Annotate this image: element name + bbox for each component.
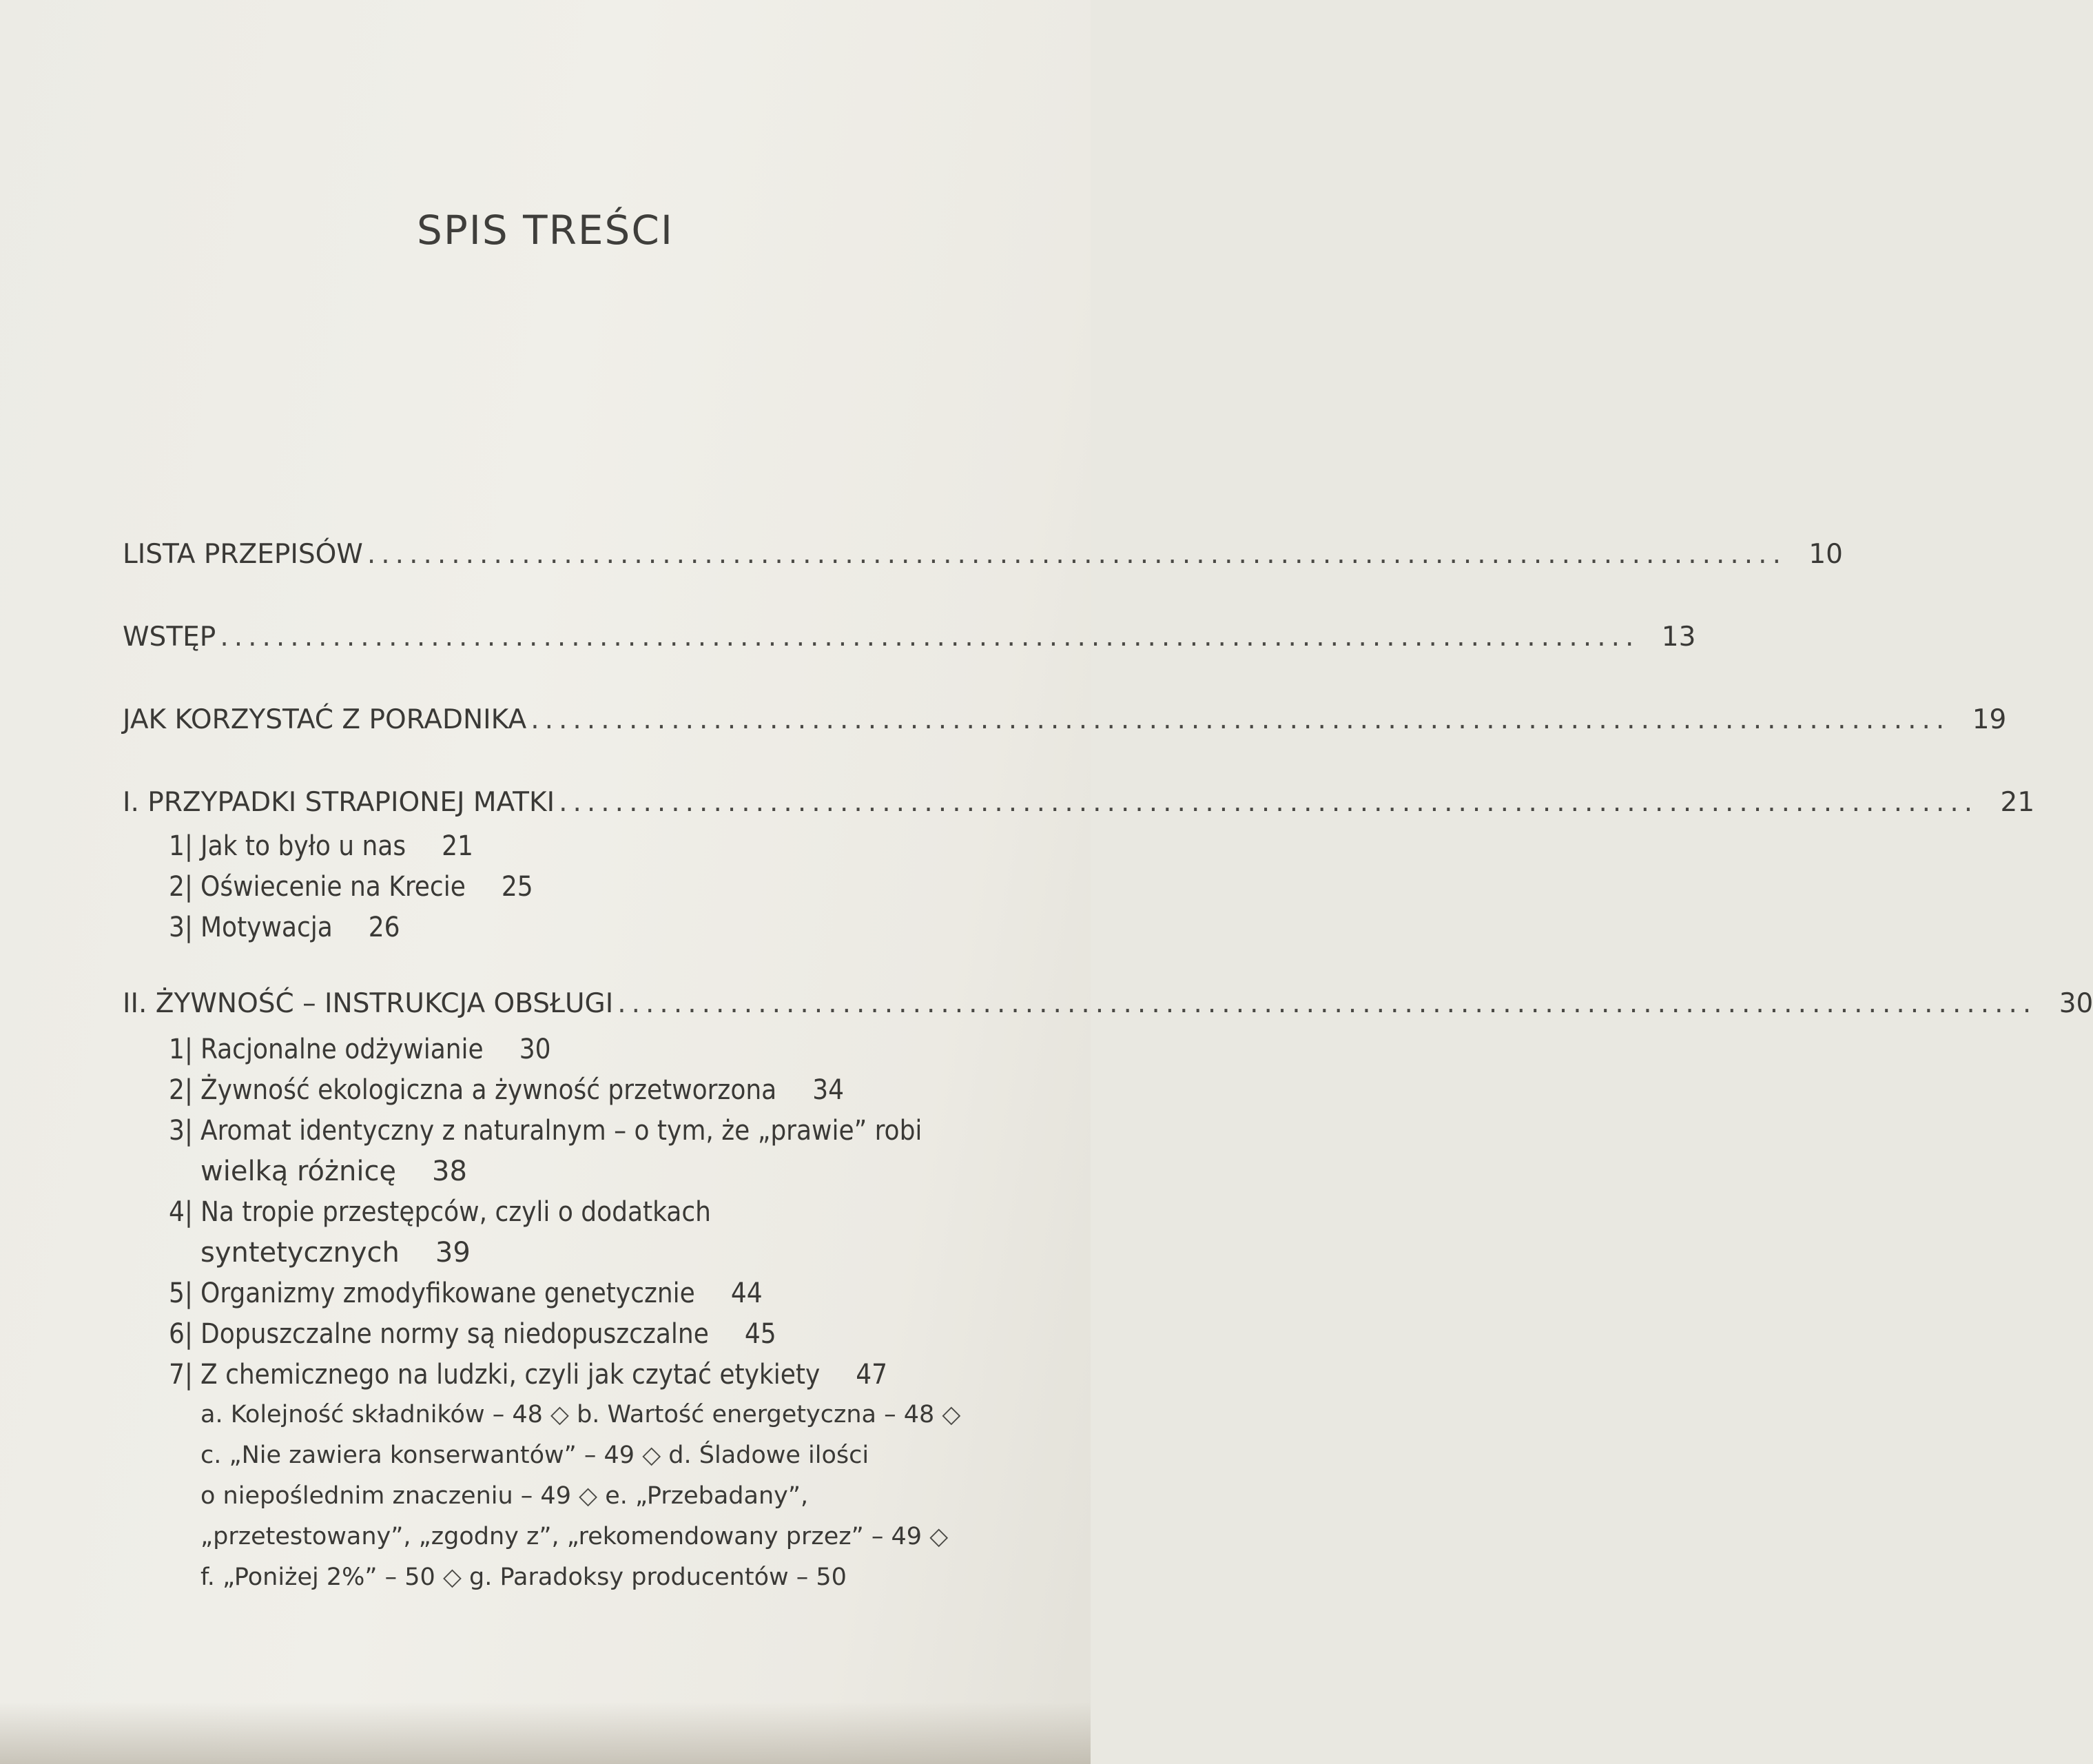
detail-item: „przetestowany”, „zgodny z”, „rekomendowany przez” – 49 bbox=[200, 1523, 922, 1550]
detail-item: f. „Poniżej 2%” – 50 bbox=[200, 1563, 435, 1591]
toc-entry-label: LISTA PRZEPISÓW bbox=[123, 539, 363, 570]
sub-page: 39 bbox=[435, 1237, 471, 1269]
page-title: SPIS TREŚCI bbox=[417, 207, 674, 254]
sub-label-continuation: syntetycznych bbox=[200, 1237, 400, 1269]
toc-sub-entry bbox=[169, 1359, 887, 1391]
toc-entry-jak-korzystac bbox=[123, 704, 2007, 746]
toc-entry-page: 21 bbox=[2000, 787, 2035, 818]
diamond-separator-icon: ◇ bbox=[929, 1523, 949, 1550]
dot-leader: ..................................................................................................... bbox=[559, 787, 1979, 818]
toc-sub-entry bbox=[169, 1034, 550, 1065]
sub-number: 1| bbox=[169, 1034, 194, 1065]
toc-entry-page: 19 bbox=[1972, 704, 2007, 735]
diamond-separator-icon: ◇ bbox=[442, 1563, 462, 1591]
toc-detail-line bbox=[200, 1482, 808, 1510]
sub-page: 21 bbox=[442, 830, 473, 862]
diamond-separator-icon: ◇ bbox=[550, 1401, 569, 1428]
sub-number: 6| bbox=[169, 1318, 194, 1350]
detail-item: a. Kolejność składników – 48 bbox=[200, 1401, 543, 1428]
toc-entry-page: 10 bbox=[1808, 539, 1843, 570]
detail-item: g. Paradoksy producentów – 50 bbox=[469, 1563, 847, 1591]
sub-page: 30 bbox=[519, 1034, 551, 1065]
sub-label: Na tropie przestępców, czyli o dodatkach bbox=[200, 1196, 711, 1228]
sub-label: Dopuszczalne normy są niedopuszczalne bbox=[200, 1318, 709, 1350]
sub-page: 25 bbox=[501, 871, 533, 903]
sub-label: Racjonalne odżywianie bbox=[200, 1034, 484, 1065]
detail-item: o niepoślednim znaczeniu – 49 bbox=[200, 1482, 571, 1510]
toc-entry-label: II. ŻYWNOŚĆ – INSTRUKCJA OBSŁUGI bbox=[123, 988, 614, 1019]
sub-page: 45 bbox=[744, 1318, 776, 1350]
toc-sub-entry-continuation bbox=[200, 1237, 471, 1269]
dot-leader: ..................................................................................................... bbox=[220, 622, 1640, 653]
sub-page: 38 bbox=[432, 1156, 467, 1187]
detail-item: b. Wartość energetyczna – 48 bbox=[577, 1401, 935, 1428]
toc-detail-line bbox=[200, 1442, 869, 1469]
sub-number: 3| bbox=[169, 912, 194, 943]
sub-label: Jak to było u nas bbox=[200, 830, 406, 862]
sub-page: 26 bbox=[368, 912, 400, 943]
sub-number: 5| bbox=[169, 1278, 194, 1309]
sub-number: 3| bbox=[169, 1115, 194, 1147]
toc-sub-entry bbox=[169, 871, 533, 903]
toc-sub-entry-continuation bbox=[200, 1156, 467, 1187]
toc-entry-label: WSTĘP bbox=[123, 622, 216, 653]
toc-detail-line bbox=[200, 1563, 847, 1591]
sub-label-continuation: wielką różnicę bbox=[200, 1156, 397, 1187]
sub-number: 2| bbox=[169, 871, 194, 903]
toc-detail-line bbox=[200, 1401, 960, 1428]
page-bottom-shadow bbox=[0, 1702, 1091, 1764]
toc-sub-entry bbox=[169, 830, 473, 862]
sub-label: Organizmy zmodyfikowane genetycznie bbox=[200, 1278, 695, 1309]
toc-entry-label: I. PRZYPADKI STRAPIONEJ MATKI bbox=[123, 787, 555, 818]
toc-entry-chapter-2 bbox=[123, 988, 2093, 1029]
toc-detail-line bbox=[200, 1523, 948, 1550]
toc-entry-wstep bbox=[123, 622, 1696, 663]
sub-page: 47 bbox=[856, 1359, 888, 1391]
sub-label: Żywność ekologiczna a żywność przetworzona bbox=[200, 1074, 777, 1106]
sub-page: 44 bbox=[730, 1278, 763, 1309]
toc-sub-entry bbox=[169, 1115, 922, 1147]
toc-sub-entry bbox=[169, 1196, 711, 1228]
toc-sub-entry bbox=[169, 1278, 763, 1309]
toc-entry-label: JAK KORZYSTAĆ Z PORADNIKA bbox=[123, 704, 527, 735]
diamond-separator-icon: ◇ bbox=[642, 1442, 661, 1469]
sub-page: 34 bbox=[812, 1074, 844, 1106]
toc-sub-entry bbox=[169, 912, 400, 943]
detail-item: d. Śladowe ilości bbox=[668, 1442, 869, 1469]
toc-entry-lista-przepisow bbox=[123, 539, 1843, 580]
detail-item: c. „Nie zawiera konserwantów” – 49 bbox=[200, 1442, 635, 1469]
toc-entry-page: 13 bbox=[1661, 622, 1696, 653]
dot-leader: ..................................................................................................... bbox=[617, 988, 2037, 1019]
dot-leader: ..................................................................................................... bbox=[530, 704, 1950, 735]
sub-label: Motywacja bbox=[200, 912, 333, 943]
toc-sub-entry bbox=[169, 1318, 776, 1350]
sub-number: 2| bbox=[169, 1074, 194, 1106]
sub-label: Oświecenie na Krecie bbox=[200, 871, 466, 903]
diamond-separator-icon: ◇ bbox=[579, 1482, 598, 1510]
detail-item: e. „Przebadany”, bbox=[605, 1482, 809, 1510]
sub-number: 1| bbox=[169, 830, 194, 862]
sub-label: Aromat identyczny z naturalnym – o tym, że „prawie” robi bbox=[200, 1115, 922, 1147]
toc-sub-entry bbox=[169, 1074, 844, 1106]
dot-leader: ..................................................................................................... bbox=[367, 539, 1786, 570]
diamond-separator-icon: ◇ bbox=[942, 1401, 961, 1428]
sub-number: 4| bbox=[169, 1196, 194, 1228]
toc-entry-page: 30 bbox=[2059, 988, 2093, 1019]
sub-number: 7| bbox=[169, 1359, 194, 1391]
toc-entry-chapter-1 bbox=[123, 787, 2035, 828]
sub-label: Z chemicznego na ludzki, czyli jak czytać etykiety bbox=[200, 1359, 821, 1391]
